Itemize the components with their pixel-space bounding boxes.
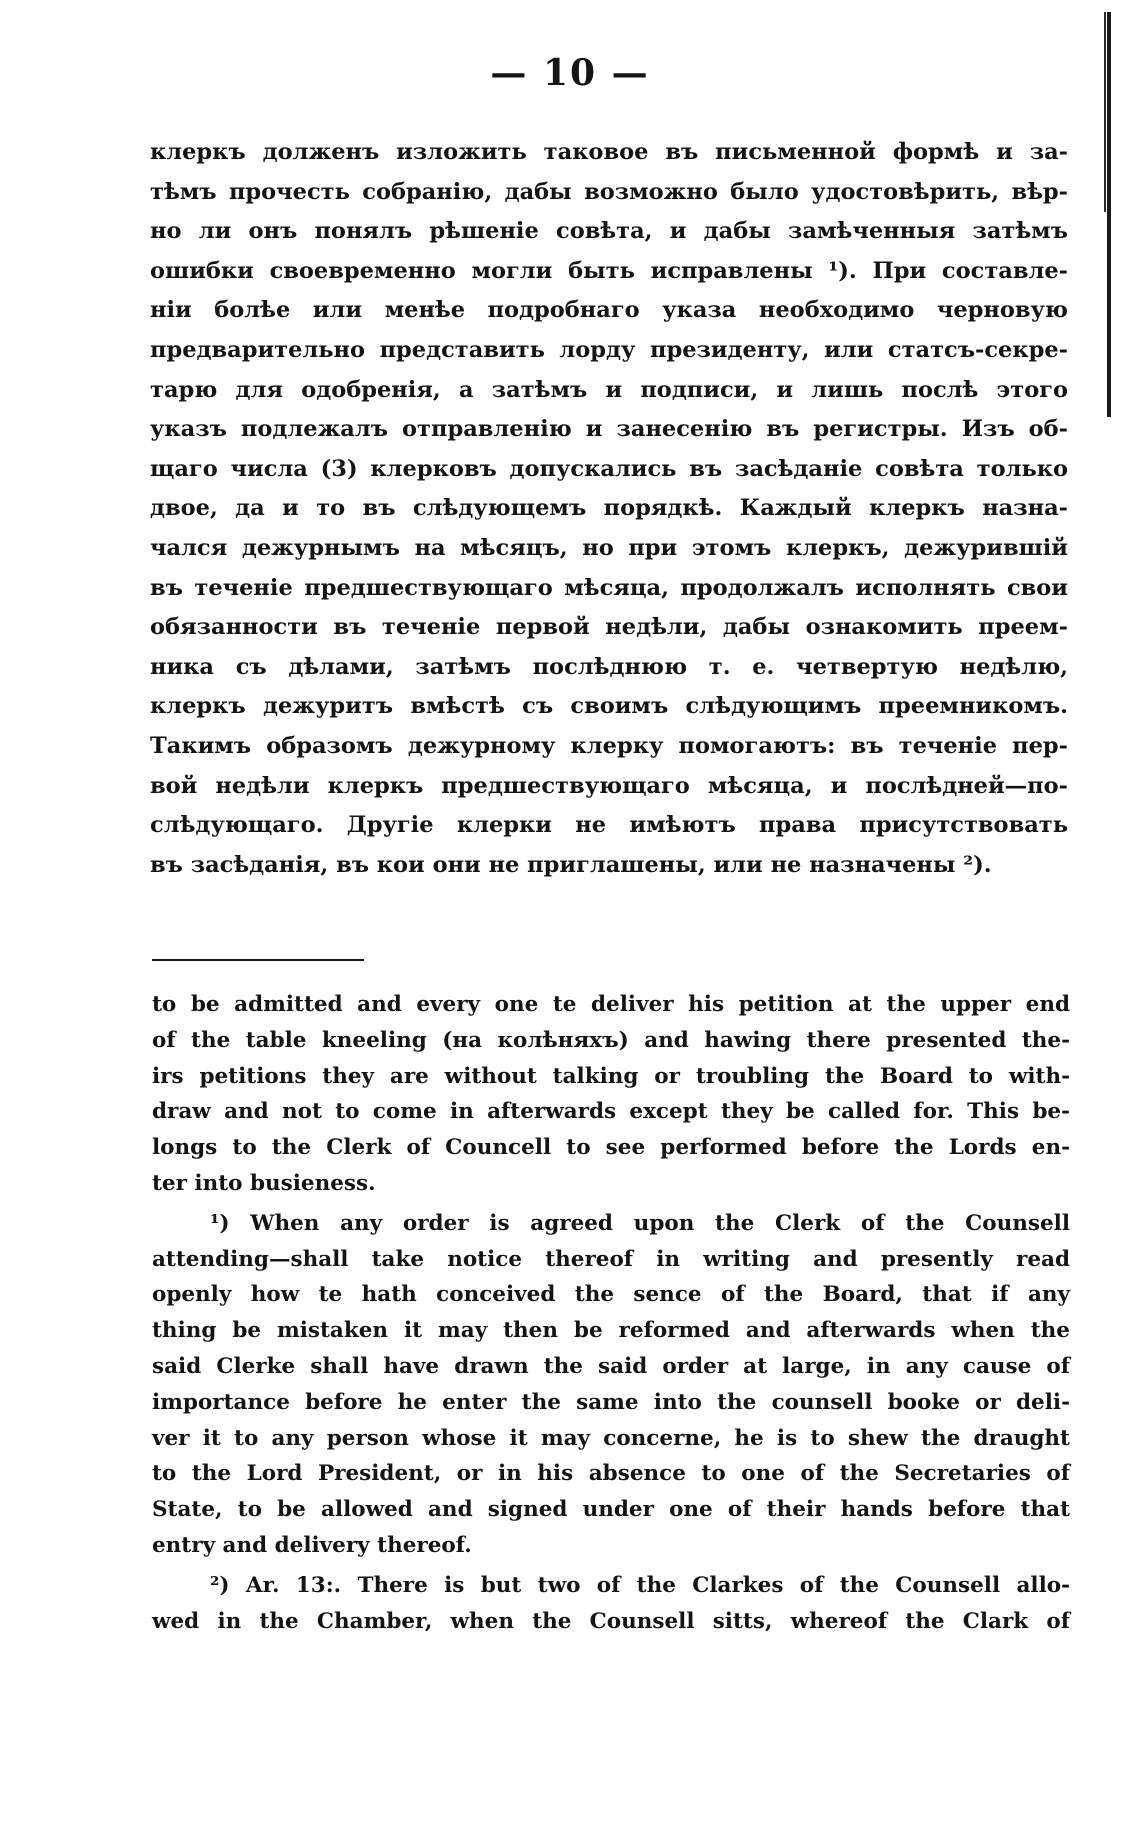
- footnote-continuation: [152, 987, 1070, 1202]
- footnote-line: attending—shall take notice thereof in writing and presently read: [152, 1246, 1070, 1272]
- footnote-line: thing be mistaken it may then be reformed and afterwards when the: [152, 1318, 1070, 1344]
- main-body-text: [150, 133, 1068, 885]
- footnote-line: irs petitions they are without talking or troubling the Board to with-: [152, 1063, 1070, 1089]
- footnote-line: to the Lord President, or in his absence to one of the Secretaries of: [152, 1461, 1070, 1487]
- body-line: тарю для одобренія, а затѣмъ и подписи, и лишь послѣ этого: [150, 376, 1068, 403]
- body-line: двое, да и то въ слѣдующемъ порядкѣ. Каждый клеркъ назна-: [150, 495, 1068, 522]
- footnote-line: ²) Ar. 13:. There is but two of the Clarkes of the Counsell allo-: [210, 1572, 1070, 1598]
- footnote-line: ter into busieness.: [152, 1170, 376, 1196]
- body-line: слѣдующаго. Другіе клерки не имѣютъ права присутствовать: [150, 812, 1068, 839]
- body-line: вой недѣли клеркъ предшествующаго мѣсяца, и послѣдней—по-: [150, 772, 1068, 799]
- body-line: обязанности въ теченіе первой недѣли, дабы ознакомить преем-: [150, 614, 1068, 641]
- page-edge-mark-thin: [1104, 12, 1106, 212]
- footnotes: [152, 987, 1070, 1639]
- footnote-line: ver it to any person whose it may concerne, he is to shew the draught: [152, 1425, 1070, 1451]
- body-line: ніи болѣе или менѣе подробнаго указа необходимо черновую: [150, 297, 1068, 324]
- footnote-line: longs to the Clerk of Councell to see performed before the Lords en-: [152, 1135, 1070, 1161]
- footnote-line: openly how te hath conceived the sence of the Board, that if any: [152, 1282, 1070, 1308]
- body-line: щаго числа (3) клерковъ допускались въ засѣданіе совѣта только: [150, 455, 1068, 482]
- footnote-line: ¹) When any order is agreed upon the Clerk of the Counsell: [210, 1210, 1070, 1236]
- body-line: но ли онъ понялъ рѣшеніе совѣта, и дабы замѣченныя затѣмъ: [150, 218, 1068, 245]
- footnote-line: wed in the Chamber, when the Counsell sitts, whereof the Clark of: [152, 1608, 1070, 1634]
- body-line: клеркъ дежуритъ вмѣстѣ съ своимъ слѣдующимъ преемникомъ.: [150, 693, 1068, 720]
- body-line: предварительно представить лорду президенту, или статсъ-секре-: [150, 336, 1068, 363]
- body-line: клеркъ долженъ изложить таковое въ письменной формѣ и за-: [150, 139, 1068, 165]
- footnote-line: said Clerke shall have drawn the said order at large, in any cause of: [152, 1353, 1070, 1379]
- page-number: — 10 —: [490, 52, 650, 94]
- footnote-line: entry and delivery thereof.: [152, 1532, 472, 1558]
- footnote-2: [152, 1568, 1070, 1640]
- body-line: тѣмъ прочесть собранію, дабы возможно было удостовѣрить, вѣр-: [150, 178, 1068, 205]
- footnote-line: State, to be allowed and signed under one of their hands before that: [152, 1497, 1070, 1523]
- footnote-line: of the table kneeling (на колѣняхъ) and hawing there presented the-: [152, 1027, 1070, 1053]
- footnote-separator: [152, 959, 364, 961]
- body-line: Такимъ образомъ дежурному клерку помогаютъ: въ теченіе пер-: [150, 732, 1068, 759]
- footnote-line: importance before he enter the same into the counsell booke or deli-: [152, 1389, 1070, 1415]
- body-line: чался дежурнымъ на мѣсяцъ, но при этомъ клеркъ, дежурившій: [150, 534, 1068, 561]
- body-line: указъ подлежалъ отправленію и занесенію въ регистры. Изъ об-: [150, 416, 1068, 443]
- body-line: ошибки своевременно могли быть исправлены ¹). При составле-: [150, 257, 1068, 284]
- footnote-1: [152, 1206, 1070, 1242]
- footnote-1-body: [152, 1242, 1070, 1564]
- footnote-line: to be admitted and every one te deliver his petition at the upper end: [152, 992, 1070, 1017]
- body-line: въ теченіе предшествующаго мѣсяца, продолжалъ исполнять свои: [150, 574, 1068, 601]
- body-line: ника съ дѣлами, затѣмъ послѣднюю т. е. четвертую недѣлю,: [150, 653, 1068, 680]
- footnote-line: draw and not to come in afterwards except they be called for. This be-: [152, 1099, 1070, 1125]
- body-line: въ засѣданія, въ кои они не приглашены, или не назначены ²).: [150, 851, 992, 878]
